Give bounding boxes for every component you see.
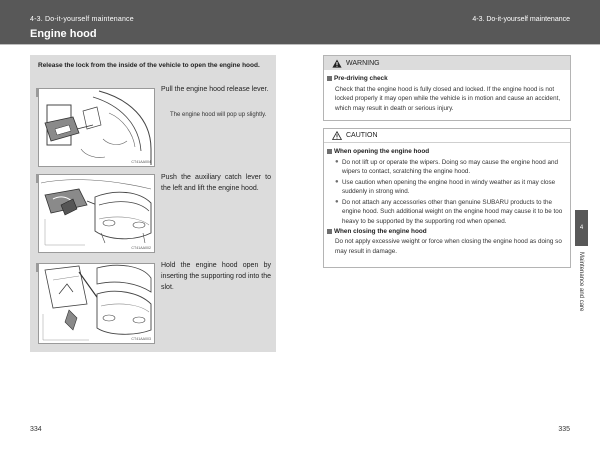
- square-bullet-icon: [327, 76, 332, 81]
- left-page-number: 334: [30, 426, 42, 433]
- hood-release-lever-drawing: [39, 89, 154, 166]
- image-code: CT41AA002: [131, 246, 151, 250]
- procedure-intro: Release the lock from the inside of the vehicle to open the engine hood.: [38, 62, 260, 69]
- square-bullet-icon: [327, 229, 332, 234]
- caution-title: CAUTION: [346, 132, 378, 139]
- caution-bullet: [335, 158, 566, 177]
- step-1-note: The engine hood will pop up slightly.: [170, 112, 267, 118]
- closing-body: Do not apply excessive weight or force when closing the engine hood as doing so may result in damage.: [335, 238, 562, 255]
- chapter-label-text: Maintenance and care: [578, 252, 584, 312]
- chapter-tab: 4: [575, 210, 588, 246]
- caution-box: [323, 128, 571, 268]
- warning-triangle-icon: [332, 59, 342, 68]
- auxiliary-catch-lever-drawing: [39, 175, 154, 252]
- image-code: CT41AA003: [131, 337, 151, 341]
- circle-bullet-icon: ●: [335, 159, 339, 165]
- chapter-label: [572, 252, 592, 312]
- right-page-number: 335: [558, 426, 570, 433]
- left-section-title: 4-3. Do-it-yourself maintenance: [30, 16, 134, 23]
- caution-bullet-text: Use caution when opening the engine hood in windy weather as it may close suddenly in strong wind.: [342, 178, 556, 196]
- warning-box: [323, 55, 571, 121]
- pre-driving-check-heading: [327, 75, 566, 82]
- warning-header: [324, 56, 570, 70]
- closing-heading: [327, 228, 566, 235]
- circle-bullet-icon: ●: [335, 178, 339, 185]
- step-2-illustration: [38, 174, 155, 253]
- warning-title: WARNING: [346, 59, 380, 67]
- image-code: CT41AA004: [131, 160, 151, 164]
- step-1-text: Pull the engine hood release lever.: [161, 86, 269, 93]
- caution-bullet: [335, 178, 566, 197]
- step-3-illustration: [38, 263, 155, 344]
- step-2-text: Push the auxiliary catch lever to the left and lift the engine hood.: [161, 174, 271, 192]
- page-header: [0, 0, 600, 44]
- caution-header: [324, 129, 570, 143]
- opening-heading: [327, 148, 566, 155]
- right-section-title: 4-3. Do-it-yourself maintenance: [472, 16, 570, 23]
- warning-body: Check that the engine hood is fully closed and locked. If the engine hood is not locked properly it may open while the vehicle is in motion and cause an accident, which may result in death or serious injury.: [335, 86, 561, 112]
- pre-driving-check-label: Pre-driving check: [334, 75, 388, 82]
- caution-bullet-text: Do not attach any accessories other than genuine SUBARU products to the engine hood. Such additional weight on the engine hood may cause it to be too heavy to be supported by the supporting rod when opened.: [342, 198, 563, 225]
- caution-bullet: [335, 198, 566, 226]
- step-1-illustration: [38, 88, 155, 167]
- closing-label: When closing the engine hood: [334, 228, 427, 236]
- supporting-rod-drawing: [39, 264, 154, 343]
- caution-triangle-icon: [332, 131, 342, 140]
- header-divider: [0, 44, 600, 45]
- square-bullet-icon: [327, 149, 332, 154]
- opening-label: When opening the engine hood: [334, 148, 430, 155]
- procedure-panel: [30, 55, 276, 352]
- step-3-text: Hold the engine hood open by inserting the supporting rod into the slot.: [161, 262, 271, 291]
- page-title: Engine hood: [30, 28, 97, 40]
- circle-bullet-icon: ●: [335, 198, 339, 205]
- caution-bullet-text: Do not lift up or operate the wipers. Doing so may cause the engine hood and wipers to contact, scratching the engine hood.: [342, 159, 558, 176]
